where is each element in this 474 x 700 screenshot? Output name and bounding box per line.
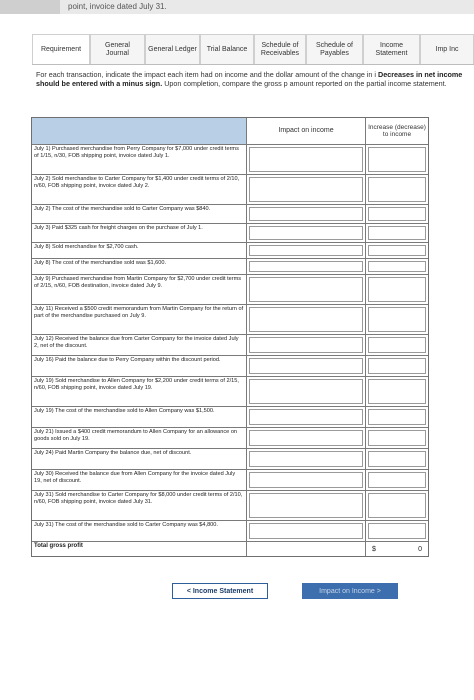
impact-dropdown[interactable]	[249, 261, 363, 272]
change-input[interactable]	[368, 523, 426, 539]
transaction-text: July 19) The cost of the merchandise sold to Allen Company was $1,500.	[32, 407, 247, 427]
change-input[interactable]	[368, 261, 426, 272]
impact-cell	[247, 335, 366, 355]
table-row	[32, 305, 428, 335]
change-input[interactable]	[368, 207, 426, 221]
tab-trial-balance[interactable]: Trial Balance	[200, 34, 254, 64]
change-input[interactable]	[368, 307, 426, 332]
table-row	[32, 275, 428, 305]
impact-cell	[247, 428, 366, 448]
transaction-text: July 2) Sold merchandise to Carter Company for $1,400 under credit terms of 2/10, n/60, FOB shipping point, invoice dated July 2.	[32, 175, 247, 204]
table-row	[32, 175, 428, 205]
impact-dropdown[interactable]	[249, 523, 363, 539]
change-cell	[366, 449, 428, 469]
change-input[interactable]	[368, 379, 426, 404]
impact-dropdown[interactable]	[249, 207, 363, 221]
col-header-change: Increase (decrease) to income	[366, 118, 428, 144]
change-cell	[366, 305, 428, 334]
top-cropped-header	[0, 0, 474, 14]
transaction-text: July 30) Received the balance due from Allen Company for the invoice dated July 19, net of discount.	[32, 470, 247, 490]
table-row	[32, 356, 428, 377]
transaction-text: July 9) Purchased merchandise from Martin Company for $2,700 under credit terms of 2/15, n/60, FOB destination, invoice dated July 9.	[32, 275, 247, 304]
impact-cell	[247, 305, 366, 334]
impact-dropdown[interactable]	[249, 379, 363, 404]
change-cell	[366, 335, 428, 355]
table-row	[32, 407, 428, 428]
change-input[interactable]	[368, 245, 426, 256]
transaction-text: July 31) The cost of the merchandise sold to Carter Company was $4,800.	[32, 521, 247, 541]
impact-dropdown[interactable]	[249, 430, 363, 446]
impact-table	[31, 117, 429, 557]
impact-dropdown[interactable]	[249, 493, 363, 518]
transaction-text: July 24) Paid Martin Company the balance due, net of discount.	[32, 449, 247, 469]
impact-dropdown[interactable]	[249, 277, 363, 302]
table-header-blank	[32, 118, 247, 144]
change-cell	[366, 377, 428, 406]
col-header-impact: Impact on income	[247, 118, 366, 144]
change-cell	[366, 275, 428, 304]
table-row	[32, 335, 428, 356]
change-input[interactable]	[368, 147, 426, 172]
total-value-cell	[366, 542, 428, 556]
prev-income-statement-button[interactable]: < Income Statement	[172, 583, 268, 599]
tab-general-journal[interactable]: General Journal	[90, 34, 145, 64]
impact-dropdown[interactable]	[249, 245, 363, 256]
change-input[interactable]	[368, 472, 426, 488]
impact-dropdown[interactable]	[249, 226, 363, 240]
impact-cell	[247, 470, 366, 490]
impact-cell	[247, 521, 366, 541]
impact-cell	[247, 356, 366, 376]
impact-cell	[247, 491, 366, 520]
impact-dropdown[interactable]	[249, 177, 363, 202]
change-input[interactable]	[368, 409, 426, 425]
tab-impact-on-income[interactable]: Imp Inc	[420, 34, 474, 64]
tab-income-statement[interactable]: Income Statement	[363, 34, 420, 64]
table-row	[32, 243, 428, 259]
transaction-text: July 16) Paid the balance due to Perry Company within the discount period.	[32, 356, 247, 376]
impact-dropdown[interactable]	[249, 472, 363, 488]
impact-dropdown[interactable]	[249, 358, 363, 374]
tab-strip	[32, 34, 474, 65]
change-input[interactable]	[368, 226, 426, 240]
transaction-text: July 8) The cost of the merchandise sold was $1,600.	[32, 259, 247, 274]
change-input[interactable]	[368, 430, 426, 446]
total-currency: $	[372, 545, 376, 553]
instructions: For each transaction, indicate the impact each item had on income and the dollar amount of the change in i Decreases in net income should be entered with a minus sign. Upon completion, compare the gross p amount reported on the partial income statement.	[36, 70, 463, 88]
table-row	[32, 377, 428, 407]
impact-cell	[247, 449, 366, 469]
table-row	[32, 224, 428, 243]
total-impact-cell	[247, 542, 366, 556]
change-input[interactable]	[368, 493, 426, 518]
impact-cell	[247, 407, 366, 427]
transaction-text: July 8) Sold merchandise for $2,700 cash.	[32, 243, 247, 258]
change-cell	[366, 224, 428, 242]
tab-general-ledger[interactable]: General Ledger	[145, 34, 200, 64]
tab-schedule-of-receivables[interactable]: Schedule of Receivables	[254, 34, 306, 64]
table-row	[32, 428, 428, 449]
cropped-header-fill	[0, 0, 60, 14]
change-cell	[366, 259, 428, 274]
total-label: Total gross profit	[32, 542, 247, 556]
impact-cell	[247, 224, 366, 242]
impact-cell	[247, 259, 366, 274]
change-cell	[366, 407, 428, 427]
change-input[interactable]	[368, 358, 426, 374]
change-cell	[366, 205, 428, 223]
impact-cell	[247, 145, 366, 174]
change-input[interactable]	[368, 451, 426, 467]
table-row	[32, 521, 428, 542]
impact-dropdown[interactable]	[249, 307, 363, 332]
table-header-row	[32, 118, 428, 145]
change-input[interactable]	[368, 337, 426, 353]
impact-dropdown[interactable]	[249, 409, 363, 425]
total-value: 0	[418, 545, 422, 553]
table-row	[32, 491, 428, 521]
table-row	[32, 449, 428, 470]
change-cell	[366, 491, 428, 520]
next-impact-on-income-button[interactable]: Impact on Income >	[302, 583, 398, 599]
transaction-text: July 11) Received a $500 credit memorandum from Martin Company for the return of part of the merchandise purchased on July 9.	[32, 305, 247, 334]
total-row	[32, 542, 428, 556]
transaction-text: July 31) Sold merchandise to Carter Company for $8,000 under credit terms of 2/10, n/60, FOB shipping point, invoice dated July 31.	[32, 491, 247, 520]
table-row	[32, 259, 428, 275]
cropped-question-text: point, invoice dated July 31.	[68, 2, 167, 11]
transaction-text: July 3) Paid $325 cash for freight charges on the purchase of July 1.	[32, 224, 247, 242]
tab-requirement[interactable]: Requirement	[32, 34, 90, 64]
impact-cell	[247, 205, 366, 223]
tab-schedule-of-payables[interactable]: Schedule of Payables	[306, 34, 363, 64]
impact-cell	[247, 275, 366, 304]
change-cell	[366, 470, 428, 490]
impact-dropdown[interactable]	[249, 337, 363, 353]
change-input[interactable]	[368, 177, 426, 202]
table-row	[32, 145, 428, 175]
change-cell	[366, 175, 428, 204]
transaction-text: July 12) Received the balance due from Carter Company for the invoice dated July 2, net of the discount.	[32, 335, 247, 355]
table-row	[32, 470, 428, 491]
transaction-text: July 1) Purchased merchandise from Perry Company for $7,000 under credit terms of 1/15, n/30, FOB shipping point, invoice dated July 1.	[32, 145, 247, 174]
transaction-text: July 2) The cost of the merchandise sold to Carter Company was $840.	[32, 205, 247, 223]
impact-dropdown[interactable]	[249, 147, 363, 172]
impact-cell	[247, 377, 366, 406]
change-input[interactable]	[368, 277, 426, 302]
change-cell	[366, 356, 428, 376]
table-row	[32, 205, 428, 224]
impact-cell	[247, 175, 366, 204]
impact-dropdown[interactable]	[249, 451, 363, 467]
change-cell	[366, 243, 428, 258]
change-cell	[366, 428, 428, 448]
transaction-text: July 21) Issued a $400 credit memorandum to Allen Company for an allowance on goods sold on July 19.	[32, 428, 247, 448]
impact-cell	[247, 243, 366, 258]
transaction-text: July 19) Sold merchandise to Allen Company for $2,200 under credit terms of 2/15, n/60, FOB shipping point, invoice dated July 19.	[32, 377, 247, 406]
change-cell	[366, 521, 428, 541]
change-cell	[366, 145, 428, 174]
